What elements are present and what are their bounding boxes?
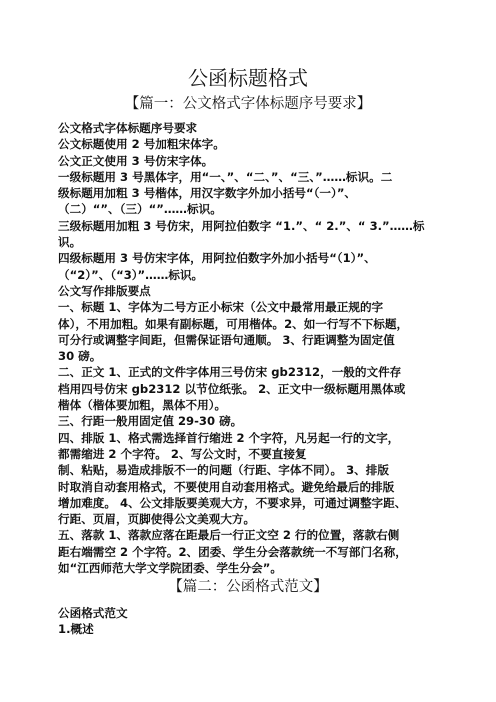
text-line: 时取消自动套用格式，不要使用自动套用格式。避免给最后的排版 xyxy=(58,479,395,494)
text-line: 公文写作排版要点 xyxy=(58,283,151,298)
text-line: 四级标题用 3 号仿宋字体，用阿拉伯数字外加小括号“（1）”、 xyxy=(58,251,376,266)
text-line: 30 磅。 xyxy=(58,349,102,364)
text-line: 四、排版 1、格式需选择首行缩进 2 个字符，凡另起一行的文字， xyxy=(58,430,400,445)
text-line: 楷体（楷体要加粗，黑体不用）。 xyxy=(58,398,227,413)
text-line: （二）“”、（三）“”……标识。 xyxy=(58,202,222,217)
text-line: 公文标题使用 2 号加粗宋体字。 xyxy=(58,137,225,152)
text-line: 三级标题用加粗 3 号仿宋，用阿拉伯数字 “1.”、“ 2.”、“ 3.”……标 xyxy=(58,218,425,233)
text-line: 行距、页眉，页脚使得公文美观大方。 xyxy=(58,512,256,527)
section-heading-2: 【篇二：公函格式范文】 xyxy=(168,579,328,595)
text-line: 都需缩进 2 个字符。 2、写公文时，不要直接复 xyxy=(58,446,307,461)
text-line: 一级标题用 3 号黑体字，用“一、”、“二、”、“三、”……标识。二 xyxy=(58,169,393,184)
text-line: 增加难度。 4、公文排版要美观大方，不要求异，可通过调整字距、 xyxy=(58,495,407,510)
text-line: 级标题用加粗 3 号楷体，用汉字数字外加小括号“（一）”、 xyxy=(58,186,357,201)
section-2-body xyxy=(58,605,448,638)
text-line: （“2）”、（“3）”……标识。 xyxy=(58,267,204,282)
text-line: 可分行或调整字间距，但需保证语句通顺。 3、行距调整为固定值 xyxy=(58,332,395,347)
text-line: 如“江西师范大学文学院团委、学生分会”。 xyxy=(58,561,282,576)
text-line: 公文正文使用 3 号仿宋字体。 xyxy=(58,153,214,168)
section-heading-1: 【篇一：公文格式字体标题序号要求】 xyxy=(124,96,372,112)
text-line: 1.概述 xyxy=(58,622,94,637)
text-line: 一、标题 1、字体为二号方正小标宋（公文中最常用最正规的字 xyxy=(58,300,384,315)
text-line: 三、行距一般用固定值 29-30 磅。 xyxy=(58,414,243,429)
text-line: 识。 xyxy=(58,235,82,250)
text-line: 制、粘贴，易造成排版不一的问题（行距、字体不同）。 3、排版 xyxy=(58,463,389,478)
text-line: 五、落款 1、落款应落在距最后一行正文空 2 行的位置，落款右侧 xyxy=(58,528,400,543)
text-line: 公函格式范文 xyxy=(58,606,128,620)
text-line: 距右端需空 2 个字符。2、团委、学生分会落款统一不写部门名称， xyxy=(58,544,407,559)
text-line: 二、正文 1、正式的文件字体用三号仿宋 gb2312，一般的文件存 xyxy=(58,365,402,380)
section-1-body xyxy=(58,120,448,576)
text-line: 体），不用加粗。如果有副标题，可用楷体。2、如一行写不下标题， xyxy=(58,316,409,331)
text-line: 档用四号仿宋 gb2312 以节位纸张。 2、正文中一级标题用黑体或 xyxy=(58,381,406,396)
text-line: 公文格式字体标题序号要求 xyxy=(58,121,198,135)
document-title: 公函标题格式 xyxy=(188,66,308,90)
